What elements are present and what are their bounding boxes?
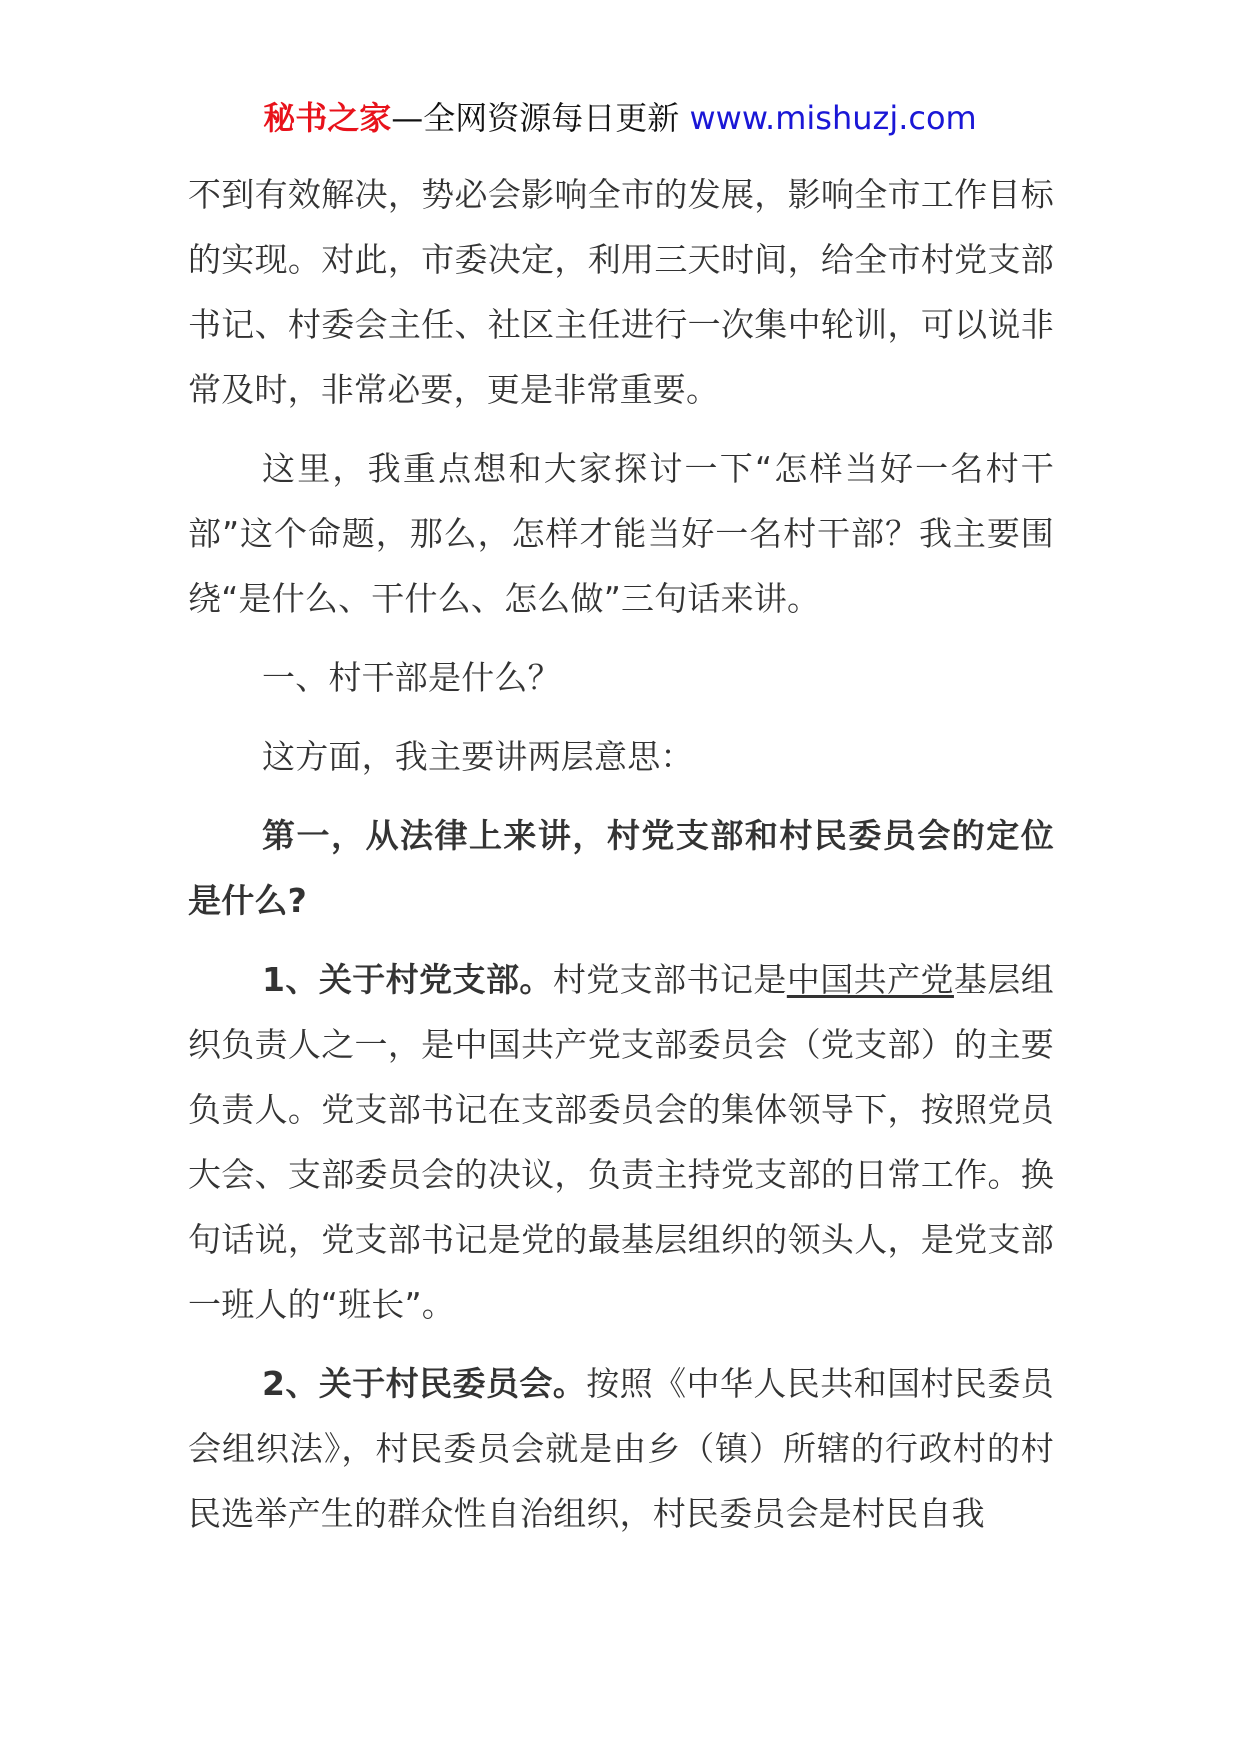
villagers-committee-title: 2、关于村民委员会。 xyxy=(262,1364,587,1403)
party-branch-text-b: 基层组织负责人之一，是中国共产党支部委员会（党支部）的主要负责人。党支部书记在支部委员会的集体领导下，按照党员大会、支部委员会的决议，负责主持党支部的日常工作。换句话说，党支部书记是党的最基层组织的领头人，是党支部一班人的“班长”。 xyxy=(188,960,1055,1324)
site-url-link[interactable]: www.mishuzj.com xyxy=(689,99,977,137)
villagers-committee-text: 按照《中华人民共和国村民委员会组织法》，村民委员会就是由乡（镇）所辖的行政村的村民选举产生的群众性自治组织，村民委员会是村民自我 xyxy=(188,1364,1054,1533)
paragraph-villagers-committee xyxy=(188,1351,1054,1546)
paragraph-party-branch xyxy=(188,947,1054,1337)
paragraph-topic: 这里，我重点想和大家探讨一下“怎样当好一名村干部”这个命题，那么，怎样才能当好一名村干部？我主要围绕“是什么、干什么、怎么做”三句话来讲。 xyxy=(188,449,1054,618)
subheading-legal-position: 第一，从法律上来讲，村党支部和村民委员会的定位是什么? xyxy=(188,816,1054,920)
party-branch-title: 1、关于村党支部。 xyxy=(262,960,553,999)
section-heading-1: 一、村干部是什么？ xyxy=(262,658,561,697)
site-brand: 秘书之家 xyxy=(263,99,392,137)
cpc-link[interactable]: 中国共产党 xyxy=(786,960,954,999)
document-body xyxy=(188,162,1054,1560)
site-header xyxy=(0,96,1240,140)
paragraph-two-points: 这方面，我主要讲两层意思： xyxy=(262,737,694,776)
paragraph-intro-continued: 不到有效解决，势必会影响全市的发展，影响全市工作目标的实现。对此，市委决定，利用三天时间，给全市村党支部书记、村委会主任、社区主任进行一次集中轮训，可以说非常及时，非常必要，更是非常重要。 xyxy=(188,175,1054,409)
site-slogan: —全网资源每日更新 xyxy=(391,99,680,137)
party-branch-text-a: 村党支部书记是 xyxy=(552,960,787,999)
